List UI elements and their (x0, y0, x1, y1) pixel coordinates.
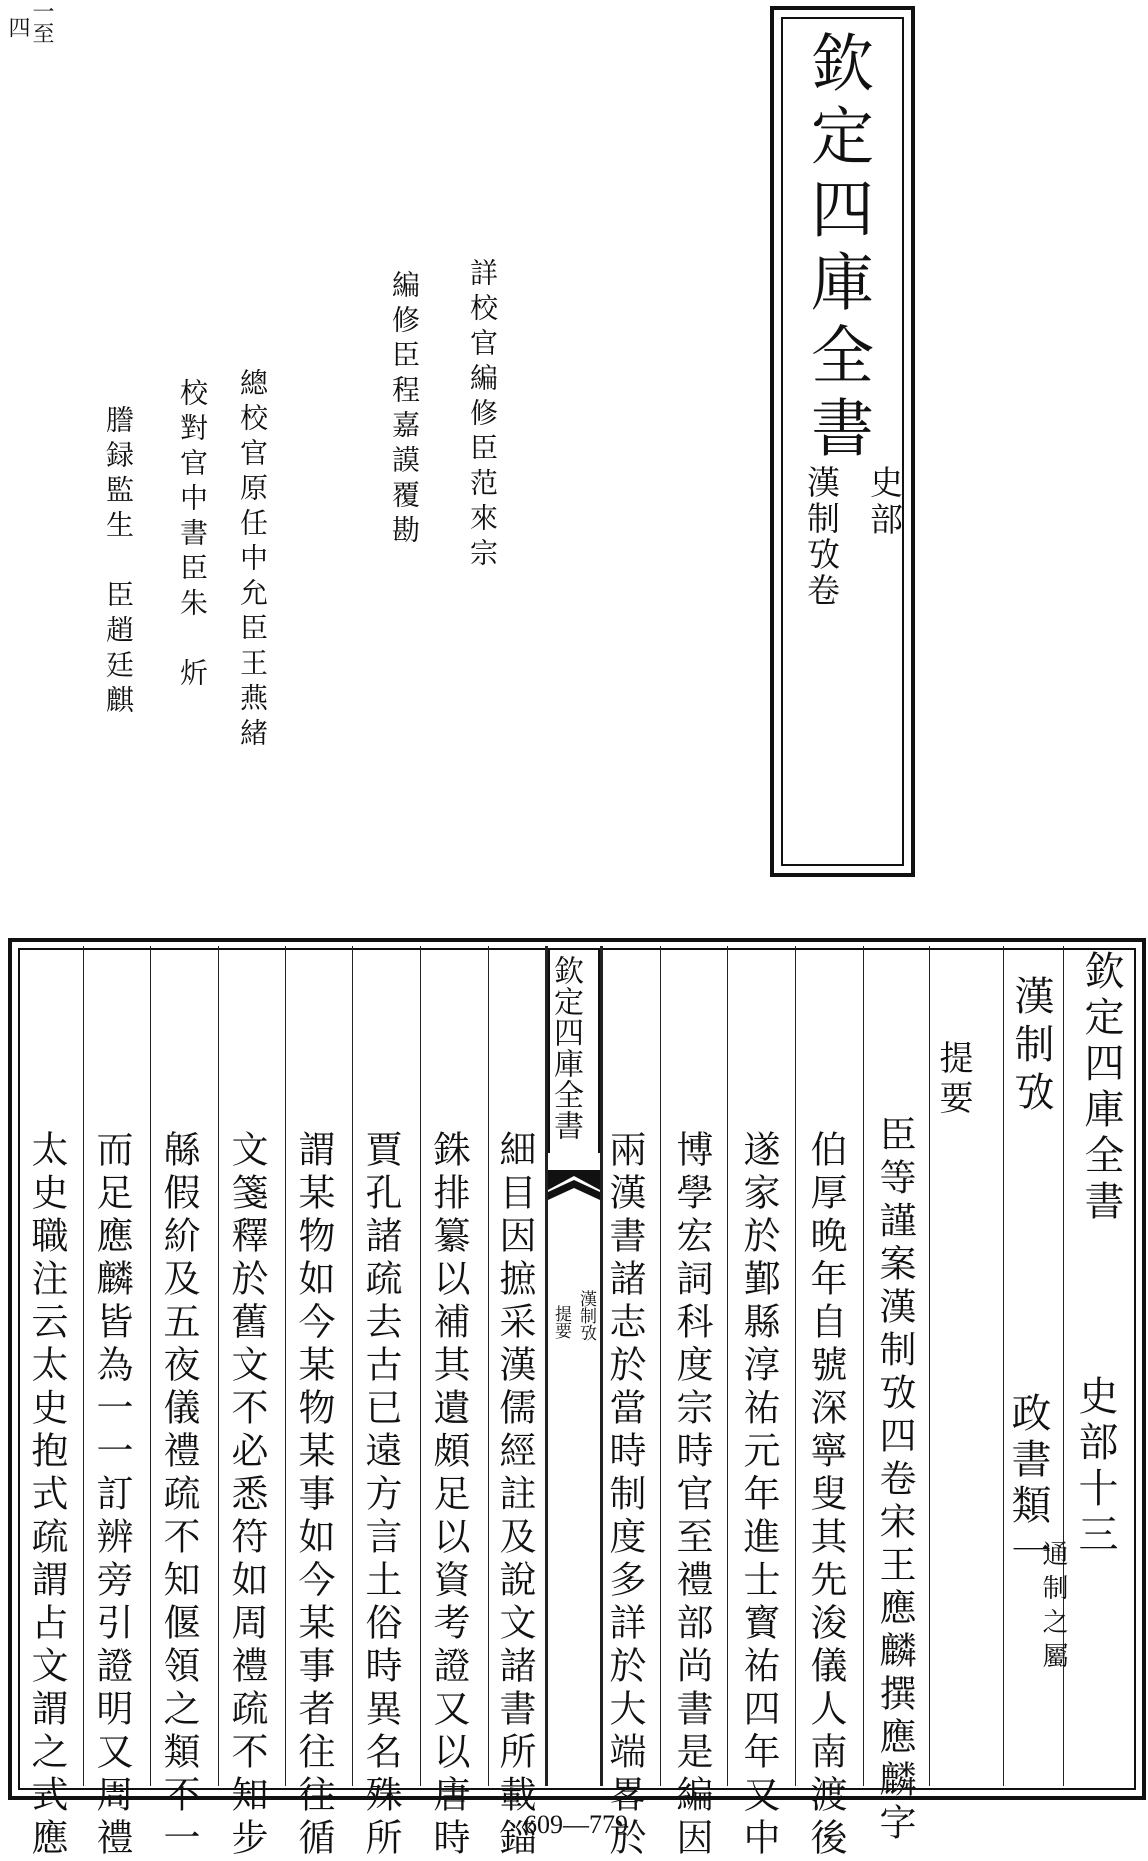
text-column: 文箋釋於舊文不必悉符如周禮疏不知步 (225, 1130, 268, 1861)
page-number: 609—779 (524, 1810, 628, 1839)
page-section: 史部十三 (1072, 1375, 1118, 1559)
page-sub-category: 政書類一 (1005, 1392, 1051, 1576)
text-column: 賈孔諸疏去古已遠方言土俗時異名殊所 (359, 1130, 402, 1861)
column-rule (488, 946, 489, 1786)
text-column: 臣等謹案漢制攷四卷宋王應麟撰應麟字 (873, 1115, 916, 1846)
column-rule (1003, 946, 1004, 1786)
page-header-title: 欽定四庫全書 (1078, 950, 1124, 1226)
cover-title: 欽定四庫全書 (801, 30, 874, 468)
text-column: 謂某物如今某物某事如今某事者往往循 (292, 1130, 335, 1861)
fish-tail-mark-icon (548, 1170, 600, 1230)
column-rule (83, 946, 84, 1786)
column-rule (352, 946, 353, 1786)
column-rule (218, 946, 219, 1786)
text-column: 兩漢書諸志於當時制度多詳於大端畧於 (603, 1130, 646, 1861)
credit-line: 詳校官編修臣范來宗 (466, 258, 499, 573)
cover-book-title: 漢制攷卷 (802, 465, 841, 609)
credit-line: 謄録監生 臣趙廷麒 (102, 405, 135, 720)
text-column: 銖排纂以補其遺頗足以資考證又以唐時 (427, 1130, 470, 1861)
column-rule (727, 946, 728, 1786)
credit-line: 編修臣程嘉謨覆勘 (388, 270, 421, 550)
column-rule (420, 946, 421, 1786)
page-sub-note: 通制之屬 (1038, 1540, 1068, 1676)
fold-book-title: 漢制攷 (576, 1290, 596, 1341)
tiyao-heading: 提要 (933, 1040, 973, 1120)
credit-line: 校對官中書臣朱 炘 (176, 378, 209, 693)
text-column: 細目因摭采漢儒經註及說文諸書所載錙 (493, 1130, 536, 1861)
cover-volume-range (0, 0, 54, 50)
text-column: 而足應麟皆為一一訂辨旁引證明又周禮 (90, 1130, 133, 1861)
column-rule (863, 946, 864, 1786)
text-column: 伯厚晚年自號深寧叟其先浚儀人南渡後 (804, 1130, 847, 1861)
cover-volume-range-start: 一至 (29, 0, 54, 44)
text-column: 博學宏詞科度宗時官至禮部尚書是編因 (670, 1130, 713, 1861)
fold-title: 欽定四庫全書 (548, 955, 583, 1141)
column-rule (150, 946, 151, 1786)
credit-line: 總校官原任中允臣王燕緒 (236, 368, 269, 753)
text-column: 緜假紒及五夜儀禮疏不知偃領之類不一 (157, 1130, 200, 1861)
column-rule (660, 946, 661, 1786)
text-column: 太史職注云太史抱式疏謂占文謂之式應 (25, 1130, 68, 1861)
cover-volume-range-end: 四 (5, 16, 30, 38)
page-book-title: 漢制攷 (1008, 975, 1054, 1119)
text-column: 遂家於鄞縣淳祐元年進士寳祐四年又中 (737, 1130, 780, 1861)
column-rule (795, 946, 796, 1786)
fold-section: 提要 (551, 1305, 571, 1339)
column-rule (929, 946, 930, 1786)
column-rule (285, 946, 286, 1786)
cover-category: 史部 (865, 465, 904, 539)
